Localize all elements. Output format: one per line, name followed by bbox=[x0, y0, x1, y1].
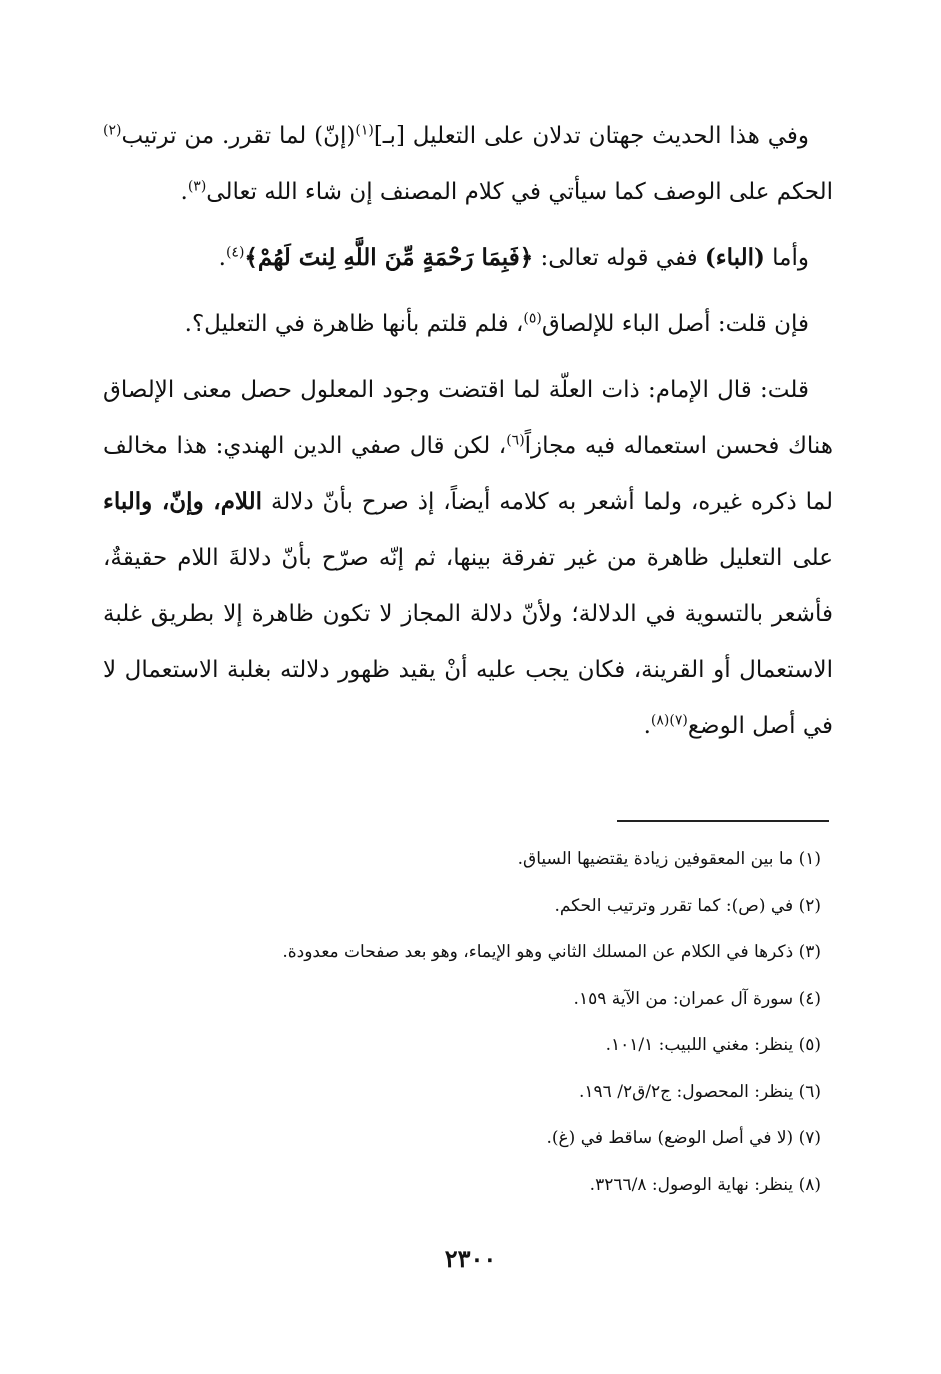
footnote-ref-3: (٣) bbox=[187, 178, 207, 195]
text-run: . bbox=[643, 713, 651, 739]
footnotes-list bbox=[131, 836, 821, 1208]
main-text bbox=[103, 108, 833, 764]
footnote-2: (٢) في (ص): كما تقرر وترتيب الحكم. bbox=[554, 895, 821, 916]
text-run: (إنّ) لما تقرر. من ترتيب bbox=[121, 123, 356, 149]
text-run: الحكم على الوصف كما سيأتي في كلام المصنف إن شاء الله تعالى bbox=[206, 179, 833, 205]
text-run: على التعليل ظاهرة من غير تفرقة بينها، ثم إنّه صرّح بأنّ دلالةَ اللام حقيقةٌ، فأشعر بالتسوية في الدلالة؛ ولأنّ دلالة المجاز لا تكون ظاهرة إلا بطريق غلبة الاستعمال أو القرينة، فكان يجب عليه أنْ يقيد ظهور دلالته بغلبة الاستعمال لا في أصل الوضع bbox=[103, 545, 833, 739]
footnote-3: (٣) ذكرها في الكلام عن المسلك الثاني وهو الإيماء، وهو بعد صفحات معدودة. bbox=[282, 942, 821, 962]
footnote-8: (٨) ينظر: نهاية الوصول: ٣٢٦٦/٨. bbox=[589, 1174, 821, 1195]
text-run: وأما bbox=[764, 245, 809, 271]
footnote-ref-1: (١) bbox=[355, 122, 374, 139]
footnote-ref-6: (٦) bbox=[506, 432, 525, 449]
paragraph-2 bbox=[103, 230, 833, 286]
footnote-ref-7-8: (٧)(٨) bbox=[650, 712, 688, 729]
text-run: . bbox=[218, 245, 226, 271]
footnote-7: (٧) (لا في أصل الوضع) ساقط في (غ). bbox=[546, 1128, 821, 1148]
footnote-ref-5: (٥) bbox=[523, 310, 542, 327]
text-run: . bbox=[180, 179, 188, 205]
footnote-1: (١) ما بين المعقوفين زيادة يقتضيها السياق. bbox=[517, 849, 821, 869]
footnote-divider bbox=[617, 820, 829, 822]
bold-term: (الباء) bbox=[704, 244, 765, 271]
text-run: ففي قوله تعالى: bbox=[533, 245, 705, 271]
footnote-ref-2: (٢) bbox=[103, 122, 122, 139]
text-run: ، فلم قلتم بأنها ظاهرة في التعليل؟. bbox=[184, 311, 524, 337]
page-number: ٢٣٠٠ bbox=[444, 1244, 497, 1273]
paragraph-1 bbox=[103, 108, 833, 220]
text-run: وفي هذا الحديث جهتان تدلان على التعليل [بـ] bbox=[373, 123, 809, 149]
paragraph-3 bbox=[103, 296, 833, 352]
footnote-ref-4: (٤) bbox=[225, 244, 245, 261]
paragraph-4 bbox=[103, 362, 833, 754]
footnote-4: (٤) سورة آل عمران: من الآية ١٥٩. bbox=[573, 988, 821, 1009]
footnote-6: (٦) ينظر: المحصول: ج٢/ق٢/ ١٩٦. bbox=[579, 1081, 821, 1102]
text-run: ، لكن قال صفي الدين الهندي: هذا مخالف لما ذكره غيره، ولما أشعر به كلامه أيضاً، إذ صرح بأنّ دلالة bbox=[103, 433, 833, 515]
bold-term: اللام، وإنّ، والباء bbox=[103, 488, 263, 515]
text-run: فإن قلت: أصل الباء للإلصاق bbox=[541, 311, 809, 337]
quran-verse: ﴿فَبِمَا رَحْمَةٍ مِّنَ اللَّهِ لِنتَ لَهُمْ﴾ bbox=[244, 244, 534, 271]
footnote-5: (٥) ينظر: مغني اللبيب: ١٠١/١. bbox=[605, 1035, 821, 1055]
text-run: قلت: قال الإمام: ذات العلّة لما اقتضت وجود المعلول حصل معنى الإلصاق هناك فحسن استعماله فيه مجازاً bbox=[103, 377, 833, 459]
